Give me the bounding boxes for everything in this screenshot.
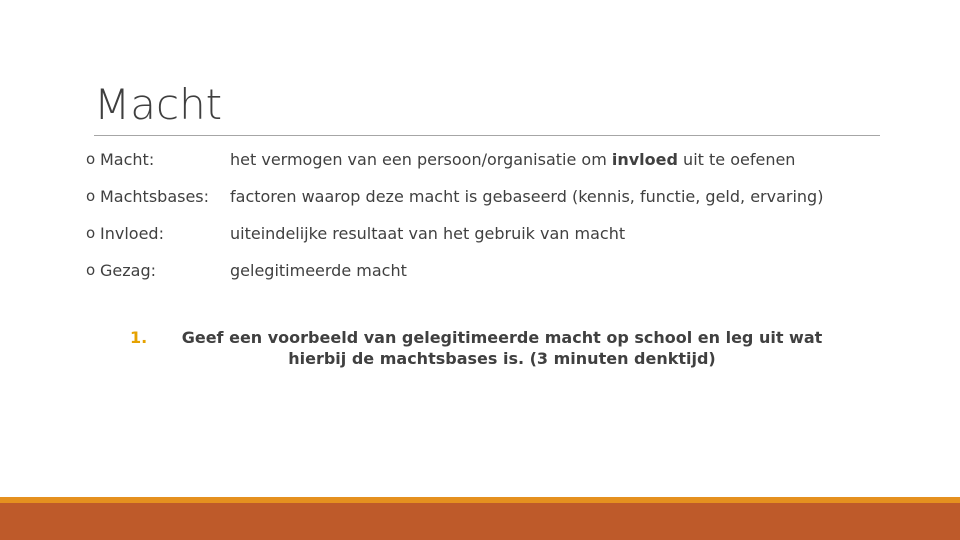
definition-item-machtsbases — [86, 185, 886, 222]
definition-item-gezag — [86, 259, 886, 296]
definition-item-macht — [86, 148, 886, 185]
bullet-icon: o — [86, 261, 96, 279]
definition-text-part: gelegitimeerde macht — [230, 261, 407, 280]
definition-bold-text: invloed — [611, 150, 678, 169]
definition-text-part: uiteindelijke resultaat van het gebruik van macht — [230, 224, 626, 243]
definition-text-part: factoren waarop deze macht is gebaseerd (kennis, functie, geld, ervaring) — [230, 187, 824, 206]
slide-title: Macht — [94, 80, 223, 129]
definition-text — [230, 150, 795, 169]
definition-text — [230, 187, 823, 206]
question-number: 1. — [130, 328, 148, 347]
term-label: Invloed: — [100, 224, 164, 243]
bullet-icon: o — [86, 187, 96, 205]
definition-text-part: het vermogen van een persoon/organisatie om — [230, 150, 612, 169]
title-divider — [94, 135, 880, 136]
term-label: Machtsbases: — [100, 187, 210, 206]
definition-text — [230, 224, 625, 243]
question-text: Geef een voorbeeld van gelegitimeerde macht op school en leg uit wat hierbij de machtsbases is. (3 minuten denktijd) — [181, 328, 823, 368]
definition-list — [86, 148, 886, 296]
bullet-icon: o — [86, 224, 96, 242]
definition-text — [230, 261, 407, 280]
footer-band — [0, 503, 960, 540]
definition-text-part: uit te oefenen — [677, 150, 796, 169]
bullet-icon: o — [86, 150, 96, 168]
definition-item-invloed — [86, 222, 886, 259]
term-label: Macht: — [100, 150, 155, 169]
term-label: Gezag: — [100, 261, 156, 280]
